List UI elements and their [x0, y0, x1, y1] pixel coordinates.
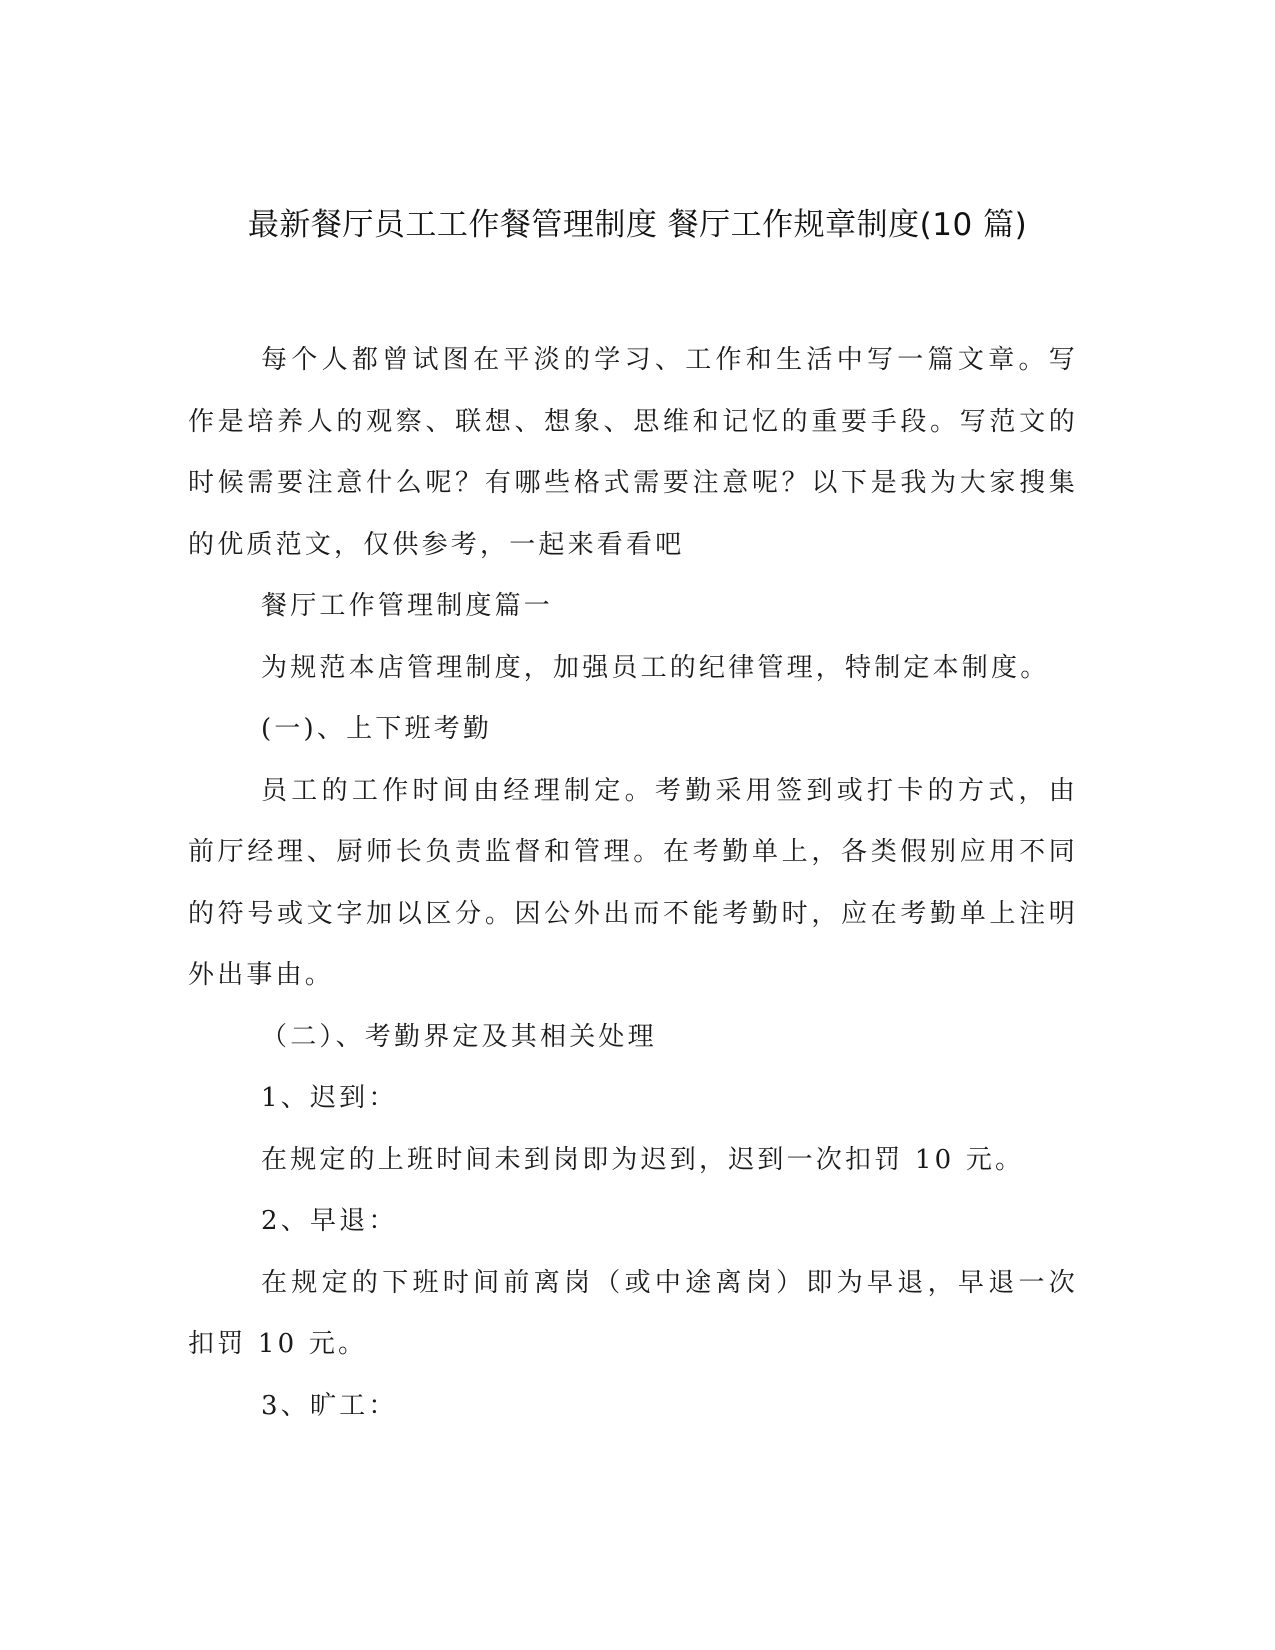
section-heading: 餐厅工作管理制度篇一 [261, 591, 554, 621]
body-paragraph: 在规定的上班时间未到岗即为迟到，迟到一次扣罚 10 元。 [261, 1144, 1025, 1175]
intro-paragraph: 每个人都曾试图在平淡的学习、工作和生活中写一篇文章。写作是培养人的观察、联想、想象、思维和记忆的重要手段。写范文的时候需要注意什么呢？有哪些格式需要注意呢？以下是我为大家搜集的优质范文，仅供参考，一起来看看吧 [188, 345, 1078, 560]
body-paragraph: 为规范本店管理制度，加强员工的纪律管理，特制定本制度。 [261, 652, 1050, 683]
document-title: 最新餐厅员工工作餐管理制度 餐厅工作规章制度(10 篇) [247, 207, 1028, 243]
list-item-heading: 3、旷工： [261, 1390, 398, 1421]
document-body [188, 330, 1078, 1437]
list-item-heading: 1、迟到： [261, 1083, 398, 1113]
list-item-heading: 2、早退： [261, 1206, 398, 1236]
subsection-heading: （二）、考勤界定及其相关处理 [261, 1021, 657, 1052]
subsection-heading: (一)、上下班考勤 [261, 714, 493, 744]
body-paragraph: 在规定的下班时间前离岗（或中途离岗）即为早退，早退一次扣罚 10 元。 [188, 1267, 1078, 1359]
body-paragraph: 员工的工作时间由经理制定。考勤采用签到或打卡的方式，由前厅经理、厨师长负责监督和管理。在考勤单上，各类假别应用不同的符号或文字加以区分。因公外出而不能考勤时，应在考勤单上注明外出事由。 [188, 775, 1078, 990]
